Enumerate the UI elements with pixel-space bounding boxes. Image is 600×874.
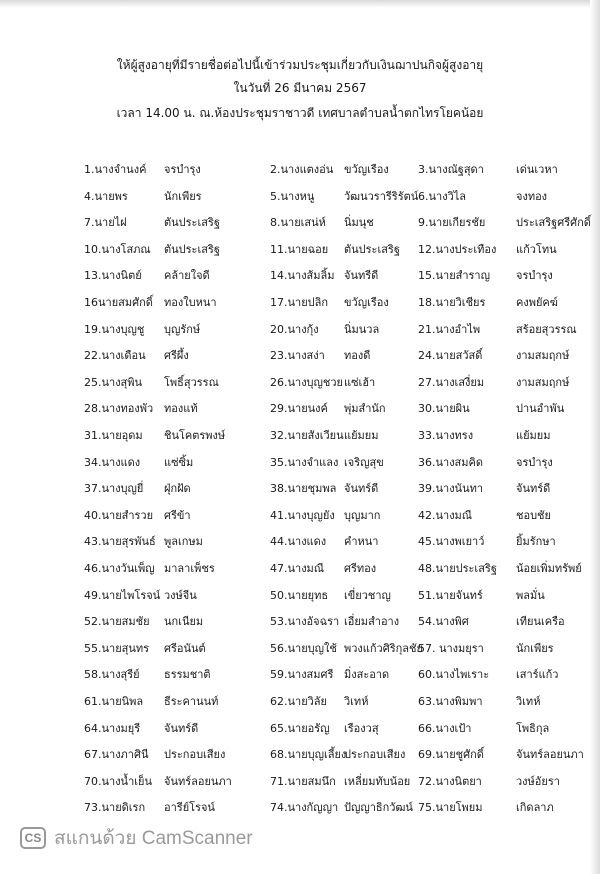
surname-3: เกิดลาภ	[516, 801, 554, 815]
surname-3: เด่นเวหา	[516, 163, 558, 176]
first-name-3: 12.นางประเทือง	[418, 242, 497, 256]
first-name-1: 13.นางนิตย์	[84, 269, 142, 283]
first-name-3: 42.นางมณี	[418, 508, 473, 522]
surname-1: คล้ายใจดี	[164, 269, 210, 283]
first-name-2: 8.นายเสน่ห์	[270, 216, 326, 230]
attendee-row	[84, 772, 584, 792]
surname-1: จันทร์ดี	[164, 721, 199, 735]
first-name-2: 26.นางบุญชวย	[270, 375, 344, 389]
surname-1: บุญรักษ์	[164, 322, 201, 336]
surname-1: มาลาเพ็ชร	[164, 562, 215, 575]
attendee-row	[84, 532, 584, 552]
first-name-3: 21.นางอำไพ	[418, 322, 481, 336]
first-name-2: 71.นายสมนึก	[270, 774, 336, 788]
surname-1: ชินโคตรพงษ์	[164, 429, 226, 442]
surname-1: ธีระคานนท์	[164, 695, 219, 708]
first-name-3: 48.นายประเสริฐ	[418, 562, 497, 575]
attendee-row	[84, 293, 584, 313]
first-name-3: 51.นายจันทร์	[418, 588, 483, 602]
attendee-row	[84, 639, 584, 659]
first-name-1: 64.นางมยุรี	[84, 721, 141, 735]
first-name-1: 31.นายอุดม	[84, 429, 143, 442]
surname-2: แย้มยม	[344, 429, 379, 442]
surname-1: ทองใบหนา	[164, 296, 217, 309]
first-name-2: 53.นางอัจฉรา	[270, 615, 340, 629]
camscanner-logo-icon: CS	[20, 827, 46, 849]
surname-1: นักเพียร	[164, 189, 202, 203]
attendee-row	[84, 559, 584, 579]
first-name-2: 38.นายชุมพล	[270, 482, 337, 496]
first-name-2: 5.นางหนู	[270, 189, 315, 203]
attendee-row	[84, 426, 584, 446]
surname-3: สร้อยสุวรรณ	[516, 322, 577, 336]
first-name-2: 68.นายบุญเลี้ยง	[270, 748, 347, 762]
first-name-1: 34.นางแดง	[84, 455, 141, 469]
first-name-3: 33.นางทรง	[418, 429, 474, 442]
header-date: ในวันที่ 26 มีนาคม 2567	[233, 81, 367, 95]
first-name-1: 37.นางบุญยี่	[84, 482, 144, 496]
surname-2: ศรีทอง	[344, 562, 377, 575]
surname-3: งามสมฤกษ์	[516, 375, 570, 389]
surname-2: ตันประเสริฐ	[344, 242, 400, 256]
first-name-3: 45.นางพเยาว์	[418, 535, 485, 549]
first-name-1: 19.นางบุญชู	[84, 322, 145, 336]
surname-2: นิ่มนวล	[344, 322, 380, 336]
first-name-2: 23.นางสง่า	[270, 349, 325, 363]
scan-edge-top	[0, 0, 600, 8]
surname-3: พลมั่น	[516, 588, 545, 602]
document-venue	[0, 104, 600, 122]
watermark-text: สแกนด้วย CamScanner	[54, 828, 253, 849]
surname-3: ปานอำพัน	[516, 402, 565, 416]
document-header	[0, 56, 600, 74]
surname-3: วงษ์อัยรา	[516, 774, 560, 788]
first-name-1: 1.นางจำนงค์	[84, 163, 147, 176]
surname-2: บุญมาก	[344, 508, 381, 522]
first-name-3: 24.นายสวัสดิ์	[418, 349, 483, 363]
first-name-2: 2.นางแตงอ่น	[270, 163, 334, 176]
surname-1: วงษ์จีน	[164, 588, 197, 602]
first-name-1: 28.นางทองพัว	[84, 402, 154, 416]
first-name-3: 69.นายชูศักดิ์	[418, 748, 484, 762]
surname-1: ศรีผึ้ง	[164, 349, 189, 363]
first-name-3: 72.นางนิตยา	[418, 774, 482, 788]
surname-2: ทองดี	[344, 349, 371, 363]
first-name-3: 54.นางพิศ	[418, 615, 469, 629]
surname-3: จันทร์ดี	[516, 482, 551, 496]
surname-1: อารีย์โรจน์	[164, 801, 215, 815]
first-name-3: 15.นายสำราญ	[418, 269, 490, 283]
first-name-2: 41.นางบุญยัง	[270, 508, 335, 522]
attendee-row	[84, 612, 584, 632]
attendee-row	[84, 320, 584, 340]
surname-2: วิเทห์	[344, 695, 369, 708]
surname-1: ธรรมชาติ	[164, 668, 211, 682]
surname-2: ประกอบเสียง	[344, 748, 406, 762]
surname-1: ตันประเสริฐ	[164, 242, 220, 256]
camscanner-watermark	[20, 824, 253, 852]
first-name-2: 47.นางมณี	[270, 562, 325, 575]
first-name-3: 27.นางเสงี่ยม	[418, 375, 485, 389]
surname-2: ขวัญเรือง	[344, 163, 389, 176]
surname-1: ทองแท้	[164, 402, 198, 416]
attendee-row	[84, 586, 584, 606]
attendee-row	[84, 240, 584, 260]
surname-3: แย้มยม	[516, 429, 551, 442]
first-name-3: 18.นายวิเชียร	[418, 296, 486, 309]
surname-3: น้อยเพิ่มทรัพย์	[516, 562, 582, 575]
surname-2: เขี่ยวชาญ	[344, 588, 391, 602]
attendee-row	[84, 266, 584, 286]
attendee-row	[84, 506, 584, 526]
first-name-1: 55.นายสุนทร	[84, 641, 150, 655]
surname-1: แซ่ซิ้ม	[164, 455, 194, 469]
first-name-3: 30.นายผิน	[418, 402, 470, 416]
attendee-row	[84, 213, 591, 233]
first-name-3: 6.นางวิไล	[418, 189, 467, 203]
first-name-2: 62.นายวิลัย	[270, 695, 327, 708]
attendee-row	[84, 399, 584, 419]
first-name-3: 9.นายเกียรชัย	[418, 216, 486, 230]
attendee-row	[84, 719, 584, 739]
first-name-3: 66.นางเป้า	[418, 721, 472, 735]
scan-edge-right	[590, 0, 600, 874]
surname-2: เรืองวสุ	[344, 721, 379, 735]
first-name-3: 63.นางพิมพา	[418, 695, 483, 708]
attendee-row	[84, 665, 584, 685]
first-name-1: 58.นางสุรีย์	[84, 668, 140, 682]
first-name-2: 32.นายสังเวียน	[270, 429, 344, 442]
surname-2: นิ่มนุช	[344, 216, 374, 230]
first-name-1: 61.นายนิพล	[84, 695, 144, 708]
first-name-2: 11.นายฉอย	[270, 242, 329, 256]
surname-2: วัฒนวรารีริรัตน์	[344, 189, 419, 203]
surname-3: จรบำรุง	[516, 269, 553, 283]
surname-2: จันทร์ดี	[344, 482, 379, 496]
surname-3: โพธิกุล	[516, 721, 550, 735]
attendee-row	[84, 160, 584, 180]
surname-2: เอี่ยมสำอาง	[344, 615, 400, 629]
attendee-row	[84, 798, 584, 818]
first-name-1: 16นายสมศักดิ์	[84, 296, 153, 309]
first-name-1: 70.นางน้ำเย็น	[84, 774, 152, 788]
surname-3: คงพยัคฆ์	[516, 296, 558, 309]
first-name-1: 40.นายสำรวย	[84, 508, 154, 522]
header-venue: เวลา 14.00 น. ณ.ห้องประชุมราชาวดี เทศบาลตำบลน้ำตกไทรโยคน้อย	[116, 106, 484, 120]
surname-3: วิเทห์	[516, 695, 541, 708]
first-name-3: 75.นายโพยม	[418, 801, 483, 815]
surname-2: มิ่งสะอาด	[344, 668, 390, 682]
surname-1: ตันประเสริฐ	[164, 216, 220, 230]
surname-2: แซ่เฮ้า	[344, 375, 376, 389]
attendee-row	[84, 479, 584, 499]
first-name-2: 14.นางส้มลิ้ม	[270, 269, 335, 283]
first-name-2: 20.นางกุ้ง	[270, 322, 319, 336]
first-name-1: 22.นางเดือน	[84, 349, 146, 363]
first-name-1: 7.นายไฝ	[84, 216, 127, 230]
surname-3: จงทอง	[516, 189, 548, 203]
first-name-2: 29.นายนงค์	[270, 402, 328, 416]
first-name-1: 10.นางโสภณ	[84, 242, 151, 256]
attendee-row	[84, 692, 584, 712]
surname-2: พุ่มสำนัก	[344, 402, 386, 416]
first-name-2: 17.นายปลิก	[270, 296, 329, 309]
surname-2: เหลี่ยมทับน้อย	[344, 774, 411, 788]
surname-3: นักเพียร	[516, 641, 554, 655]
surname-3: งามสมฤกษ์	[516, 349, 570, 363]
attendee-row	[84, 745, 584, 765]
surname-3: แก้วโทน	[516, 242, 557, 256]
surname-1: นกเนียม	[164, 615, 204, 629]
first-name-3: 36.นางสมคิด	[418, 455, 484, 469]
surname-2: พวงแก้วศิริกุลชัย	[344, 641, 423, 655]
first-name-2: 65.นายอรัญ	[270, 721, 330, 735]
first-name-1: 67.นางภาศินี	[84, 748, 149, 762]
first-name-2: 74.นางกัญญา	[270, 801, 339, 815]
surname-1: ศรีอนันต์	[164, 641, 206, 655]
header-title: ให้ผู้สูงอายุที่มีรายชื่อต่อไปนี้เข้าร่วมประชุมเกี่ยวกับเงินฌาปนกิจผู้สูงอายุ	[116, 58, 484, 72]
first-name-2: 59.นางสมศรี	[270, 668, 334, 682]
attendee-row	[84, 187, 584, 207]
surname-2: เจริญสุข	[344, 455, 384, 469]
first-name-2: 44.นางแดง	[270, 535, 327, 549]
attendee-row	[84, 453, 584, 473]
first-name-2: 50.นายยุทธ	[270, 588, 329, 602]
attendee-row	[84, 346, 584, 366]
attendee-row	[84, 373, 584, 393]
surname-1: โพธิ์สุวรรณ	[164, 375, 219, 389]
surname-3: ประเสริฐศรีศักดิ์	[516, 216, 591, 230]
first-name-3: 39.นางนันทา	[418, 482, 484, 496]
document-date	[0, 79, 600, 97]
surname-1: พูลเกษม	[164, 535, 203, 549]
first-name-1: 25.นางสุพิน	[84, 375, 143, 389]
first-name-2: 35.นางจำแลง	[270, 455, 339, 469]
surname-3: เสาร์แก้ว	[516, 668, 559, 682]
surname-3: จรบำรุง	[516, 455, 553, 469]
first-name-1: 52.นายสมชัย	[84, 615, 150, 629]
surname-1: จันทร์ลอยนภา	[164, 774, 232, 788]
surname-1: ประกอบเสียง	[164, 748, 226, 762]
first-name-1: 49.นายไพโรจน์	[84, 588, 161, 602]
first-name-3: 60.นางไพเราะ	[418, 668, 490, 682]
surname-1: ศรีข้า	[164, 508, 191, 522]
surname-3: ชอบชัย	[516, 508, 551, 522]
first-name-1: 43.นายสุรพันธ์	[84, 535, 156, 549]
first-name-3: 57. นางมยุรา	[418, 641, 484, 655]
surname-1: ฝุ่กฝัด	[164, 482, 191, 496]
surname-2: ขวัญเรือง	[344, 296, 389, 309]
surname-3: ยิ้มรักษา	[516, 535, 556, 549]
first-name-3: 3.นางณัฐสุดา	[418, 163, 484, 176]
first-name-1: 73.นายดิเรก	[84, 801, 146, 815]
first-name-2: 56.นายบุญใช้	[270, 641, 337, 655]
surname-2: คำหนา	[344, 535, 379, 549]
surname-3: เทียนเครือ	[516, 615, 565, 629]
first-name-1: 4.นายพร	[84, 189, 128, 203]
first-name-1: 46.นางวันเพ็ญ	[84, 562, 155, 575]
surname-3: จันทร์ลอยนภา	[516, 748, 584, 762]
surname-1: จรบำรุง	[164, 163, 201, 176]
surname-2: ปัญญาธิกวัฒน์	[344, 801, 413, 815]
surname-2: จันทรีดี	[344, 269, 379, 283]
